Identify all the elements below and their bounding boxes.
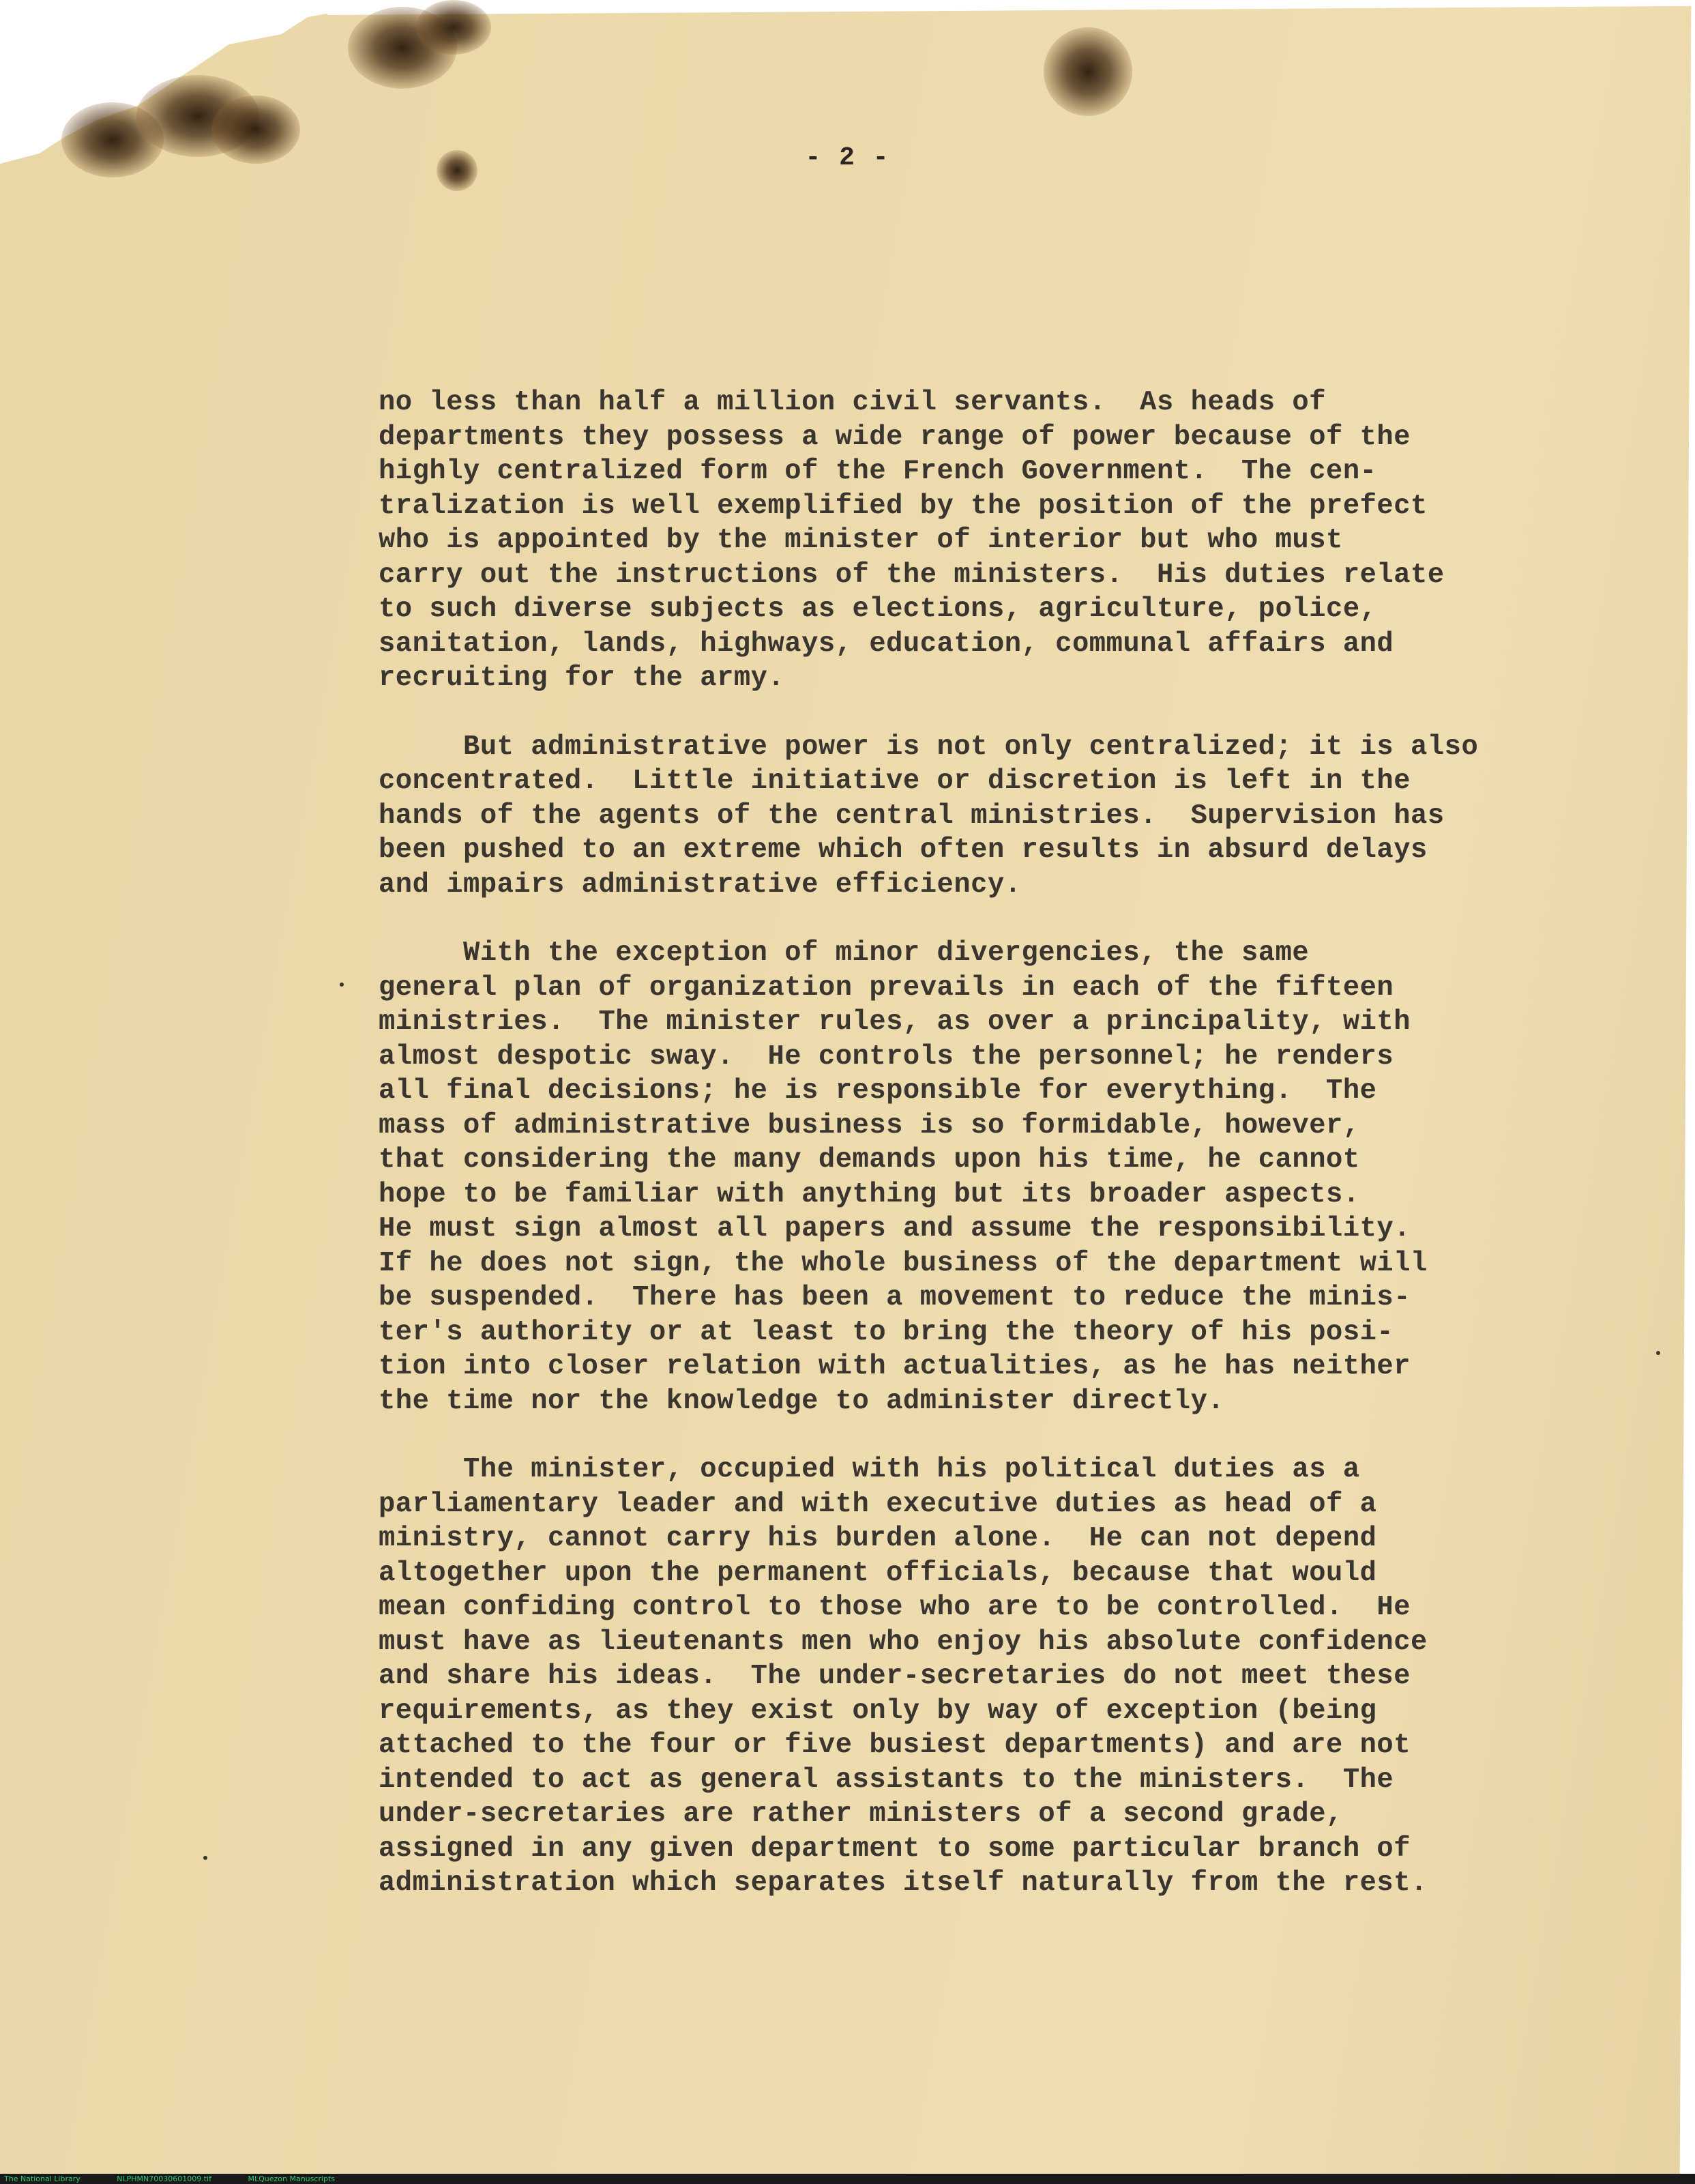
- text-line: mean confiding control to those who are to be controlled. He: [379, 1592, 1411, 1623]
- text-line: the time nor the knowledge to administer directly.: [379, 1385, 1225, 1417]
- text-line: attached to the four or five busiest departments) and are not: [379, 1730, 1411, 1761]
- text-line: ministries. The minister rules, as over a principality, with: [379, 1006, 1411, 1038]
- body-text: [379, 385, 1538, 1935]
- text-line: that considering the many demands upon his time, he cannot: [379, 1144, 1360, 1176]
- footer-file: NLPHMN70030601009.tif: [117, 2174, 211, 2183]
- text-line: sanitation, lands, highways, education, communal affairs and: [379, 628, 1394, 660]
- text-line: But administrative power is not only centralized; it is also: [379, 731, 1479, 763]
- text-line: carry out the instructions of the ministers. His duties relate: [379, 559, 1445, 591]
- text-line: The minister, occupied with his political duties as a: [379, 1454, 1360, 1485]
- text-line: ministry, cannot carry his burden alone. He can not depend: [379, 1523, 1377, 1554]
- text-line: administration which separates itself naturally from the rest.: [379, 1867, 1428, 1899]
- text-line: to such diverse subjects as elections, agriculture, police,: [379, 594, 1377, 625]
- burn-stain: [416, 0, 491, 55]
- text-line: all final decisions; he is responsible for everything. The: [379, 1075, 1377, 1107]
- text-line: tion into closer relation with actualities, as he has neither: [379, 1351, 1411, 1382]
- paragraph: [379, 1453, 1538, 1901]
- text-line: under-secretaries are rather ministers of a second grade,: [379, 1799, 1343, 1830]
- text-line: parliamentary leader and with executive duties as head of a: [379, 1488, 1377, 1520]
- ink-speck: [1656, 1351, 1660, 1355]
- text-line: and impairs administrative efficiency.: [379, 869, 1022, 901]
- page-edge-top: [327, 0, 1695, 15]
- text-line: hope to be familiar with anything but its broader aspects.: [379, 1178, 1360, 1210]
- text-line: must have as lieutenants men who enjoy his absolute confidence: [379, 1626, 1428, 1658]
- ink-speck: [340, 982, 344, 987]
- page-number: - 2 -: [805, 143, 890, 173]
- paragraph: [379, 936, 1538, 1418]
- text-line: highly centralized form of the French Government. The cen-: [379, 456, 1377, 487]
- footer-library: The National Library: [4, 2174, 80, 2183]
- footer-collection: MLQuezon Manuscripts: [248, 2174, 336, 2183]
- paragraph: [379, 730, 1538, 903]
- text-line: and share his ideas. The under-secretaries do not meet these: [379, 1661, 1411, 1692]
- text-line: hands of the agents of the central ministries. Supervision has: [379, 800, 1445, 832]
- text-line: general plan of organization prevails in each of the fifteen: [379, 972, 1394, 1004]
- text-line: ter's authority or at least to bring the theory of his posi-: [379, 1316, 1394, 1348]
- text-line: be suspended. There has been a movement to reduce the minis-: [379, 1282, 1411, 1313]
- text-line: recruiting for the army.: [379, 663, 785, 694]
- burn-stain: [1044, 27, 1132, 116]
- ink-speck: [203, 1856, 207, 1860]
- text-line: mass of administrative business is so formidable, however,: [379, 1109, 1360, 1141]
- text-line: concentrated. Little initiative or discretion is left in the: [379, 766, 1411, 797]
- text-line: who is appointed by the minister of interior but who must: [379, 525, 1343, 556]
- text-line: altogether upon the permanent officials, because that would: [379, 1557, 1377, 1589]
- text-line: He must sign almost all papers and assume the responsibility.: [379, 1213, 1411, 1244]
- text-line: no less than half a million civil servants. As heads of: [379, 387, 1327, 418]
- page-edge-right: [1676, 0, 1695, 2184]
- text-line: departments they possess a wide range of power because of the: [379, 421, 1411, 453]
- text-line: If he does not sign, the whole business of the department will: [379, 1247, 1428, 1279]
- paragraph: [379, 385, 1538, 696]
- text-line: requirements, as they exist only by way of exception (being: [379, 1695, 1377, 1727]
- text-line: tralization is well exemplified by the position of the prefect: [379, 490, 1428, 522]
- text-line: been pushed to an extreme which often results in absurd delays: [379, 834, 1428, 866]
- text-line: almost despotic sway. He controls the personnel; he renders: [379, 1040, 1394, 1073]
- text-line: intended to act as general assistants to the ministers. The: [379, 1764, 1394, 1796]
- scan-footer: [0, 2174, 1695, 2184]
- text-line: With the exception of minor divergencies, the same: [379, 937, 1310, 969]
- text-line: assigned in any given department to some particular branch of: [379, 1833, 1411, 1865]
